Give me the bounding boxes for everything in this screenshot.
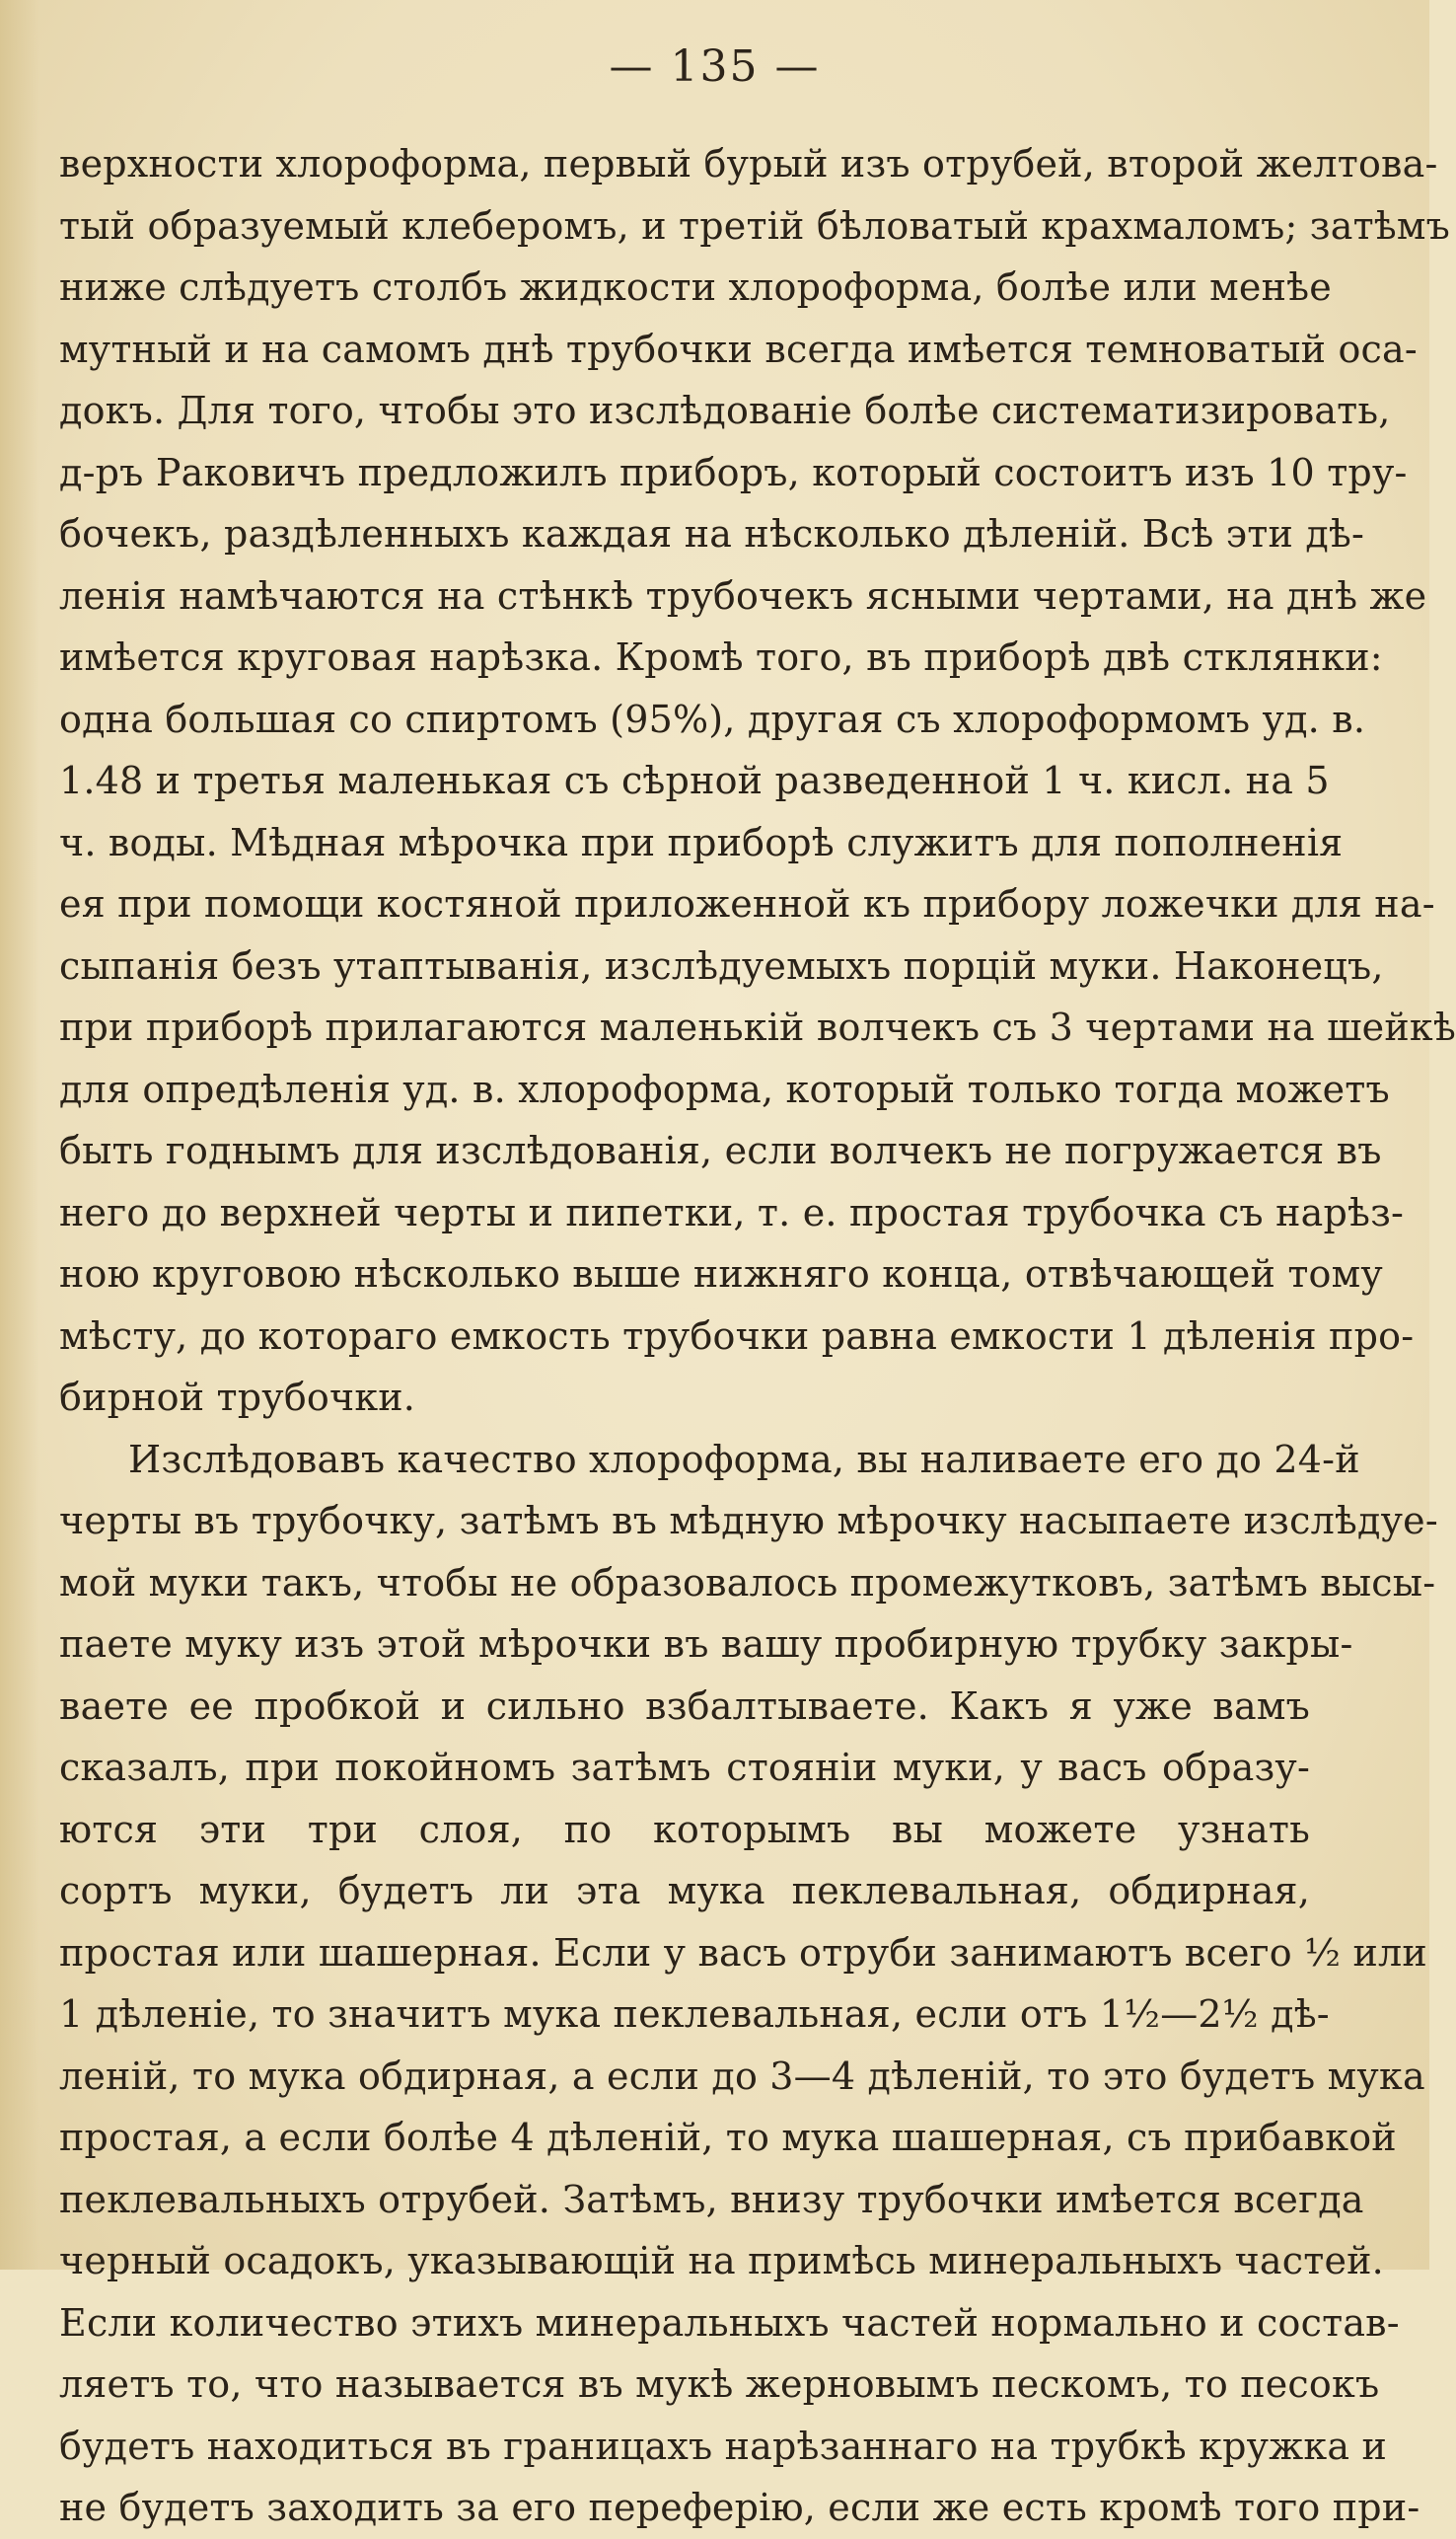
text-line: одна большая со спиртомъ (95%), другая съ хлороформомъ уд. в. xyxy=(59,697,1366,741)
text-line: Если количество этихъ минеральныхъ частей нормально и состав- xyxy=(59,2300,1400,2345)
text-line: паете муку изъ этой мѣрочки въ вашу пробирную трубку закры- xyxy=(59,1622,1353,1666)
text-line: леній, то мука обдирная, а если до 3—4 дѣленій, то это будетъ мука xyxy=(59,2054,1425,2098)
text-line: бочекъ, раздѣленныхъ каждая на нѣсколько дѣленій. Всѣ эти дѣ- xyxy=(59,512,1365,556)
text-line: ваете ее пробкой и сильно взбалтываете. Какъ я уже вамъ xyxy=(59,1683,1310,1728)
text-line: при приборѣ прилагаются маленькій волчекъ съ 3 чертами на шейкѣ xyxy=(59,1006,1456,1049)
text-line: сортъ муки, будетъ ли эта мука пеклевальная, обдирная, xyxy=(59,1869,1310,1912)
text-line: ною круговою нѣсколько выше нижняго конца, отвѣчающей тому xyxy=(59,1252,1383,1296)
text-line: для опредѣленія уд. в. хлороформа, который только тогда можетъ xyxy=(59,1067,1390,1111)
text-line: 1.48 и третья маленькая съ сѣрной разведенной 1 ч. кисл. на 5 xyxy=(59,759,1330,802)
text-line: ются эти три слоя, по которымъ вы можете узнать xyxy=(59,1807,1310,1851)
text-line: мѣсту, до котораго емкость трубочки равна емкости 1 дѣленія про- xyxy=(59,1313,1415,1358)
text-line: мутный и на самомъ днѣ трубочки всегда имѣется темноватый оса- xyxy=(59,327,1418,371)
text-line: 1 дѣленіе, то значитъ мука пеклевальная, если отъ 1½—2½ дѣ- xyxy=(59,1992,1330,2036)
text-line: ея при помощи костяной приложенной къ прибору ложечки для на- xyxy=(59,882,1435,926)
text-line: бирной трубочки. xyxy=(59,1376,416,1419)
text-line: будетъ находиться въ границахъ нарѣзаннаго на трубкѣ кружка и xyxy=(59,2424,1388,2468)
page-number: — 135 — xyxy=(609,41,821,92)
text-line: ленія намѣчаются на стѣнкѣ трубочекъ ясными чертами, на днѣ же xyxy=(59,573,1427,618)
text-line: черты въ трубочку, затѣмъ въ мѣдную мѣрочку насыпаете изслѣдуе- xyxy=(59,1499,1438,1542)
text-line: сыпанія безъ утаптыванія, изслѣдуемыхъ порцій муки. Наконецъ, xyxy=(59,943,1384,988)
text-line: д-ръ Раковичъ предложилъ приборъ, который состоитъ изъ 10 тру- xyxy=(59,450,1408,494)
text-line: него до верхней черты и пипетки, т. е. простая трубочка съ нарѣз- xyxy=(59,1190,1405,1234)
text-line: докъ. Для того, чтобы это изслѣдованіе болѣе систематизировать, xyxy=(59,389,1391,432)
text-line: ч. воды. Мѣдная мѣрочка при приборѣ служитъ для пополненія xyxy=(59,820,1344,864)
text-line: имѣется круговая нарѣзка. Кромѣ того, въ приборѣ двѣ стклянки: xyxy=(59,635,1383,679)
text-line: Изслѣдовавъ качество хлороформа, вы наливаете его до 24-й xyxy=(128,1437,1360,1481)
text-line: сказалъ, при покойномъ затѣмъ стояніи муки, у васъ образу- xyxy=(59,1746,1310,1789)
text-line: пеклевальныхъ отрубей. Затѣмъ, внизу трубочки имѣется всегда xyxy=(59,2177,1364,2221)
text-line: простая или шашерная. Если у васъ отруби занимаютъ всего ½ или xyxy=(59,1930,1427,1975)
text-line: мой муки такъ, чтобы не образовалось промежутковъ, затѣмъ высы- xyxy=(59,1560,1436,1605)
body-text xyxy=(59,133,1456,2539)
text-line: быть годнымъ для изслѣдованія, если волчекъ не погружается въ xyxy=(59,1129,1382,1172)
text-line: верхности хлороформа, первый бурый изъ отрубей, второй желтова- xyxy=(59,142,1438,186)
text-line: черный осадокъ, указывающій на примѣсь минеральныхъ частей. xyxy=(59,2239,1384,2282)
text-line: простая, а если болѣе 4 дѣленій, то мука шашерная, съ прибавкой xyxy=(59,2116,1397,2159)
text-line: не будетъ заходить за его переферію, если же есть кромѣ того при- xyxy=(59,2486,1420,2529)
text-line: тый образуемый клеберомъ, и третій бѣловатый крахмаломъ; затѣмъ xyxy=(59,203,1451,248)
text-line: ниже слѣдуетъ столбъ жидкости хлороформа, болѣе или менѣе xyxy=(59,265,1332,309)
page-shadow-edge xyxy=(0,0,39,2270)
text-line: ляетъ то, что называется въ мукѣ жерновымъ пескомъ, то песокъ xyxy=(59,2362,1380,2406)
